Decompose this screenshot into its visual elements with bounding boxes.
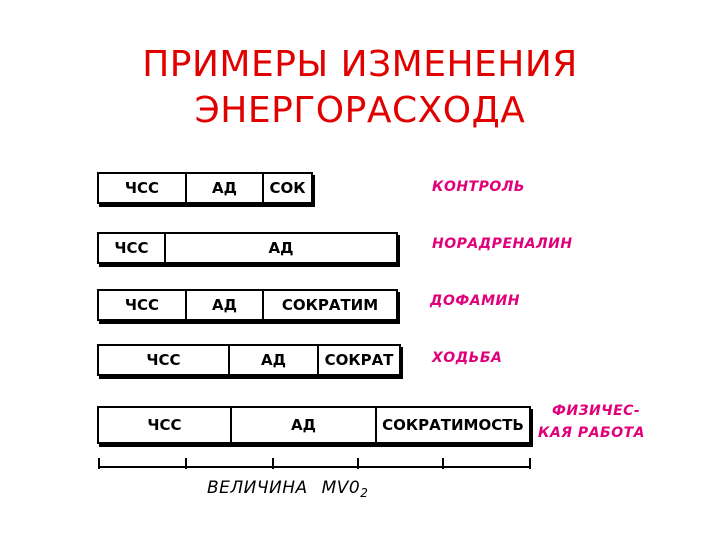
cell-contractility: СОК [269,179,306,197]
cell-contractility: СОКРАТИМОСТЬ [382,416,524,434]
label-physical-work [538,400,645,444]
cell-contractility: СОКРАТ [324,351,394,369]
label-physical-work-line-2: КАЯ РАБОТА [538,425,645,441]
cell-hr: ЧСС [99,291,187,319]
axis-tick [442,458,444,469]
label-physical-work-line-1: ФИЗИЧЕС- [552,403,641,419]
axis-tick [529,458,531,469]
label-walking: ХОДЬБА [432,350,503,366]
cell-contractility: СОКРАТИМ [281,296,379,314]
axis-tick [357,458,359,469]
bar-noradrenaline [97,232,398,264]
bar-walking [97,344,401,376]
axis-symbol-subscript: 2 [360,486,369,500]
axis-tick [98,458,100,469]
axis-tick [185,458,187,469]
bar-dopamine [97,289,398,321]
cell-bp: АД [232,408,377,442]
axis-tick [272,458,274,469]
label-noradrenaline: НОРАДРЕНАЛИН [432,236,573,252]
label-dopamine: ДОФАМИН [430,293,520,309]
slide-title [0,42,720,134]
cell-hr: ЧСС [99,174,187,202]
cell-bp: АД [187,291,264,319]
axis-caption-text: ВЕЛИЧИНА [207,478,308,498]
title-line-2: ЭНЕРГОРАСХОДА [194,90,526,131]
cell-bp: АД [187,174,264,202]
cell-hr: ЧСС [99,346,230,374]
axis-line [98,466,531,468]
axis-symbol-text: MV0 [321,478,361,498]
bar-control [97,172,313,204]
cell-bp: АД [230,346,319,374]
axis-symbol [322,478,369,498]
cell-bp: АД [268,239,294,257]
bar-physical-work [97,406,531,444]
axis-caption [207,478,368,500]
cell-hr: ЧСС [99,234,166,262]
label-control: КОНТРОЛЬ [432,179,526,195]
title-line-1: ПРИМЕРЫ ИЗМЕНЕНИЯ [142,44,578,85]
cell-hr: ЧСС [99,408,232,442]
